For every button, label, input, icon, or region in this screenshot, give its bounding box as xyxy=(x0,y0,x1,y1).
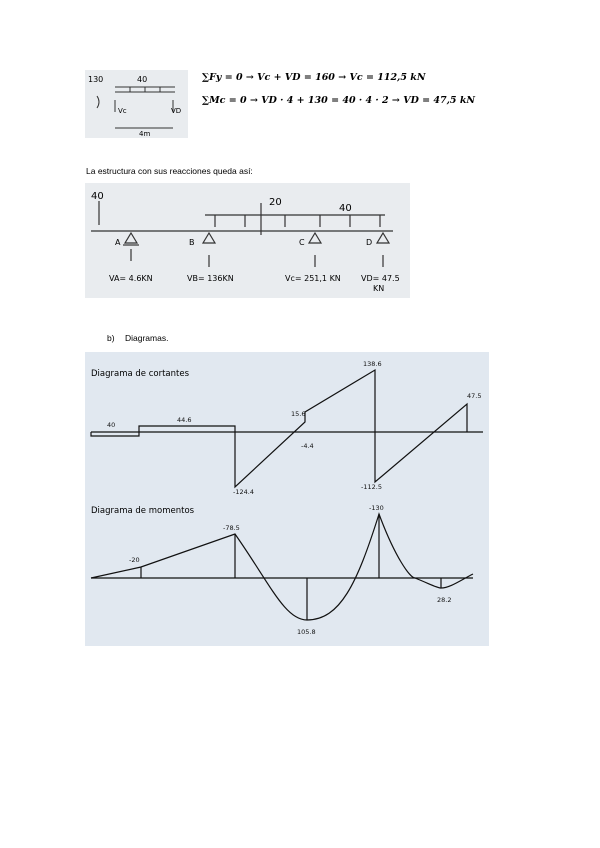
shear-label-5: -4.4 xyxy=(301,442,314,450)
diagrams-photo xyxy=(85,352,489,646)
shear-label-1: 40 xyxy=(107,421,116,429)
point-load-mid: 20 xyxy=(269,197,282,208)
moment-diagram-title: Diagrama de momentos xyxy=(91,506,195,516)
moment-curve xyxy=(91,514,473,620)
span-label: 4m xyxy=(139,130,151,138)
moment-label-2: -78.5 xyxy=(223,524,240,532)
load-label: 40 xyxy=(137,75,148,84)
point-load-left: 40 xyxy=(91,191,104,202)
reaction-c-label: Vc xyxy=(118,107,127,115)
shear-label-8: 47.5 xyxy=(467,392,482,400)
reaction-b-label: VB= 136KN xyxy=(187,274,234,283)
support-a-label: A xyxy=(115,238,121,247)
section-title: Diagramas. xyxy=(125,333,169,343)
equation-sum-forces: ∑Fy = 0 → Vc + VD = 160 → Vc = 112,5 kN xyxy=(202,72,426,83)
moment-label-1: -20 xyxy=(129,556,140,564)
shear-label-2: 44.6 xyxy=(177,416,192,424)
structure-photo xyxy=(85,183,410,298)
section-marker: b) xyxy=(107,333,115,343)
distributed-load-label: 40 xyxy=(339,203,352,214)
reaction-d-value: VD= 47.5 xyxy=(361,274,400,283)
structure-sketch xyxy=(85,183,410,298)
reaction-d-label: VD xyxy=(171,107,182,115)
diagrams-sketch xyxy=(85,352,489,646)
shear-label-7: -112.5 xyxy=(361,483,382,491)
shear-label-3: -124.4 xyxy=(233,488,254,496)
moment-label-3: 105.8 xyxy=(297,628,316,636)
shear-diagram-title: Diagrama de cortantes xyxy=(91,369,190,379)
shear-label-4: 15.6 xyxy=(291,410,306,418)
equation-sum-moments: ∑Mc = 0 → VD · 4 + 130 = 40 · 4 · 2 → VD = 47,5 kN xyxy=(202,95,476,106)
reaction-d-unit: KN xyxy=(373,284,385,293)
moment-label-4: -130 xyxy=(369,504,384,512)
support-b-label: B xyxy=(189,238,195,247)
free-body-sketch xyxy=(85,70,188,138)
reactions-caption: La estructura con sus reacciones queda así: xyxy=(86,166,253,176)
reaction-a-label: VA= 4.6KN xyxy=(109,274,153,283)
moment-label-5: 28.2 xyxy=(437,596,452,604)
shear-label-6: 138.6 xyxy=(363,360,382,368)
free-body-photo xyxy=(85,70,188,138)
shear-curve xyxy=(91,370,483,487)
reaction-c-value: Vc= 251,1 KN xyxy=(285,274,341,283)
support-d-label: D xyxy=(366,238,373,247)
moment-label: 130 xyxy=(88,75,104,84)
support-c-label: C xyxy=(299,238,305,247)
